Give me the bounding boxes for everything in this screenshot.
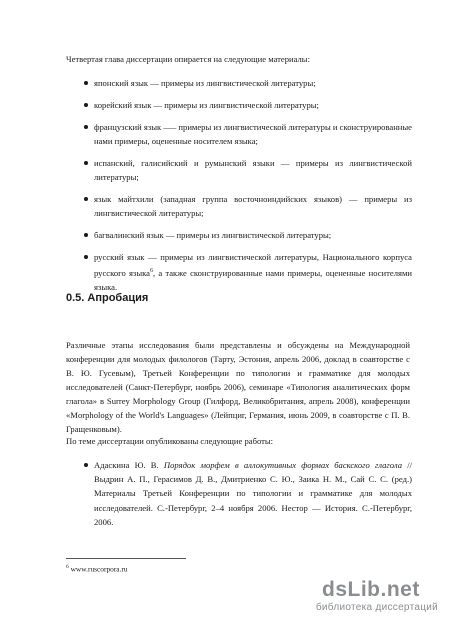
footnote-text: www.ruscorpora.ru	[68, 564, 128, 574]
section-heading: 0.5. Апробация	[66, 292, 149, 304]
bullet-icon	[84, 255, 88, 259]
watermark	[268, 578, 438, 616]
footnote-divider	[66, 558, 186, 559]
approbation-paragraph: Различные этапы исследования были представлены и обсуждены на Международной конференции для молодых филологов (Тарту, Эстония, апрель 2006, доклад в соавторстве с В. Ю. Гусевым), Третьей Конференции по типологии и грамматике для молодых исследователей (Санкт-Петербург, ноябрь 2006), семинаре «Типология аналитических форм глагола» в Surrey Morphology Group (Гилфорд, Великобритания, апрель 2008), конференции «Morphology of the World's Languages» (Лейпциг, Германия, июнь 2009, в соавторстве с П. В. Гращенковым).	[66, 340, 410, 434]
bullet-icon	[84, 125, 88, 129]
bullet-icon	[84, 197, 88, 201]
publication-details: // Выдрин А. П., Герасимов Д. В., Дмитриенко С. Ю., Заика Н. М., Сай С. С. (ред.) Материалы Третьей Конференции по типологии и грамматике для молодых исследователей. С.-Петербург, 2–4 ноября 2006. Нестор — История. С.-Петербург, 2006.	[94, 460, 412, 527]
watermark-tagline: библиотека диссертаций	[315, 602, 438, 613]
bullet-icon	[84, 161, 88, 165]
watermark-logo: dsLib.net	[322, 578, 420, 601]
bullet-icon	[84, 233, 88, 237]
publication-title: Порядок морфем в аллокутивных формах баскского глагола	[163, 460, 402, 470]
footnote-ref: 6	[149, 268, 153, 275]
publication-author: Адаскина Ю. В.	[94, 460, 164, 470]
footnote	[66, 564, 128, 573]
materials-intro: Четвертая глава диссертации опирается на следующие материалы:	[66, 54, 310, 64]
russian-sources-cont: , а также сконструированные нами примеры, оцененные носителями языка.	[94, 268, 413, 293]
russian-sources-text: русский язык — примеры из лингвистической литературы, Национального корпуса русского языка	[94, 252, 412, 279]
bullet-icon	[84, 81, 88, 85]
bullet-icon	[84, 463, 88, 467]
footnote-number: 6	[66, 564, 69, 570]
document-page: Четвертая глава диссертации опирается на следующие материалы: японский язык — примеры из лингвистической литературы; корейский язык — примеры из лингвистической литературы; французский язык —– примеры из лингвистической литературы и сконструированные нами примеры, оцененные носителем языка; испанский, галисийский и румынский языки — примеры из лингвистической литературы; язык майтхили (западная группа восточноиндийских языков) — примеры из лингвистической литературы; багвалинский язык — примеры из лингвистической литературы; русский язык — примеры из лингвистической литературы, Национального корпуса русского языка$^6$, а также сконструированные нами примеры, оцененные носителями языка. 0.5. Апробация Различные этапы исследования были представлены и обсуждены на Международной конференции для молодых филологов (Тарту, Эстония, апрель 2006, доклад в соавторстве с В. Ю. Гусевым), Третьей Конференции по типологии и грамматике для молодых исследователей (Санкт-Петербург, ноябрь 2006), семинаре «Типология аналитических форм глагола» в Surrey Morphology Group (Гилфорд, Великобритания, апрель 2008), конференции «Morphology of the World's Languages» (Лейпциг, Германия, июнь 2009, в соавторстве с П. В. Гращенковым). По теме диссертации опубликованы следующие работы: Адаскина Ю. В. Порядок морфем в аллокутивных формах баскского глагола // Выдрин А. П., Герасимов Д. В., Дмитриенко С. Ю., Заика Н. М., Сай С. С. (ред.) Материалы Третьей Конференции по типологии и грамматике для молодых исследователей. С.-Петербург, 2–4 ноября 2006. Нестор — История. С.-Петербург, 2006. $^6$ www.ruscorpora.ru dsLib.net библиотека диссертаций	[0, 0, 450, 620]
publications-intro: По теме диссертации опубликованы следующие работы:	[66, 436, 274, 446]
bullet-icon	[84, 103, 88, 107]
